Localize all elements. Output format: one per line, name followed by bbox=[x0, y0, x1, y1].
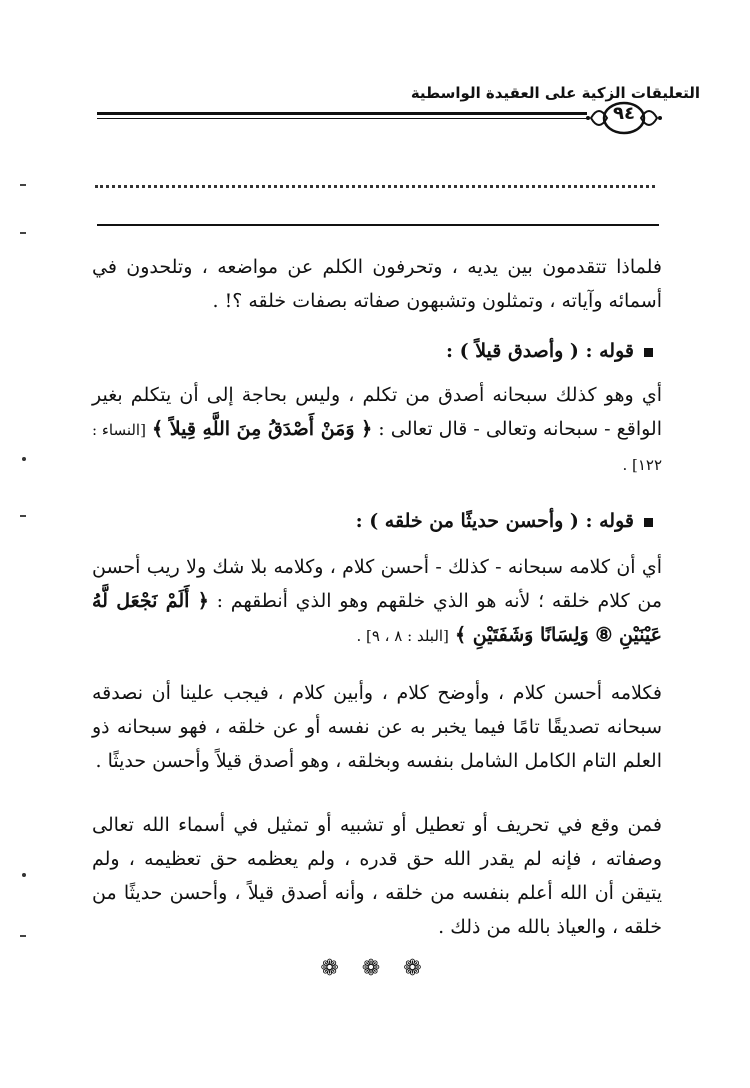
bullet-icon bbox=[644, 348, 653, 357]
verse-citation: [النساء : ١٢٢] . bbox=[92, 421, 662, 474]
verse-citation: [البلد : ٨ ، ٩] . bbox=[356, 627, 449, 645]
heading-best-speech bbox=[356, 510, 653, 532]
paragraph-intro: فلماذا تتقدمون بين يديه ، وتحرفون الكلم عن مواضعه ، وتلحدون في أسمائه وآياته ، وتمثلون وتشبهون صفاته بصفات خلقه ؟! . bbox=[92, 256, 662, 312]
heading-text: قوله : ( وأصدق قيلاً ) : bbox=[445, 340, 634, 362]
bullet-icon bbox=[644, 518, 653, 527]
margin-mark bbox=[20, 935, 26, 937]
margin-mark bbox=[20, 184, 26, 186]
heading-truthful-speech bbox=[446, 340, 653, 362]
paragraph-best-speech bbox=[92, 550, 662, 653]
margin-mark bbox=[20, 515, 26, 517]
header-rule-thick bbox=[97, 112, 587, 115]
running-head-title: التعليقات الزكية على العقيدة الواسطية bbox=[410, 84, 700, 102]
header-rule-thin bbox=[97, 118, 587, 119]
dotted-separator bbox=[95, 173, 655, 188]
margin-mark bbox=[20, 232, 26, 234]
page-number: ٩٤ bbox=[613, 103, 635, 124]
end-ornament: ❁ ❁ ❁ bbox=[320, 956, 430, 981]
section-rule bbox=[97, 224, 659, 226]
paragraph-text: أي وهو كذلك سبحانه أصدق من تكلم ، وليس بحاجة إلى أن يتكلم بغير الواقع - سبحانه وتعالى - قال تعالى : bbox=[92, 384, 662, 440]
paragraph-conclusion: فكلامه أحسن كلام ، وأوضح كلام ، وأبين كلام ، فيجب علينا أن نصدقه سبحانه تصديقًا تامًا فيما يخبر به عن نفسه أو عن خلقه ، فهو سبحانه ذو العلم التام الكامل الشامل بنفسه وبخلقه ، وهو أصدق قيلاً وأحسن حديثًا . bbox=[92, 682, 662, 772]
paragraph-truthful-speech bbox=[92, 378, 662, 482]
paragraph-text: أي أن كلامه سبحانه - كذلك - أحسن كلام ، وكلامه بلا شك ولا ريب أحسن من كلام خلقه ؛ لأنه هو الذي خلقهم وهو الذي أنطقهم : bbox=[92, 556, 662, 612]
paragraph-final: فمن وقع في تحريف أو تعطيل أو تشبيه أو تمثيل في أسماء الله تعالى وصفاته ، فإنه لم يقدر الله حق قدره ، ولم يعظمه حق تعظيمه ، ولم يتيقن أن الله أعلم بنفسه من خلقه ، وأنه أصدق قيلاً ، وأحسن حديثًا من خلقه ، والعياذ بالله من ذلك . bbox=[92, 814, 662, 938]
heading-text: قوله : ( وأحسن حديثًا من خلقه ) : bbox=[355, 510, 634, 532]
quran-verse: ﴿ أَلَمْ نَجْعَل لَّهُ عَيْنَيْنِ ⑧ وَلِسَانًا وَشَفَتَيْنِ ﴾ bbox=[92, 590, 662, 646]
margin-dot bbox=[22, 873, 26, 877]
margin-dot bbox=[22, 457, 26, 461]
quran-verse: ﴿ وَمَنْ أَصْدَقُ مِنَ اللَّهِ قِيلاً ﴾ bbox=[152, 418, 373, 440]
